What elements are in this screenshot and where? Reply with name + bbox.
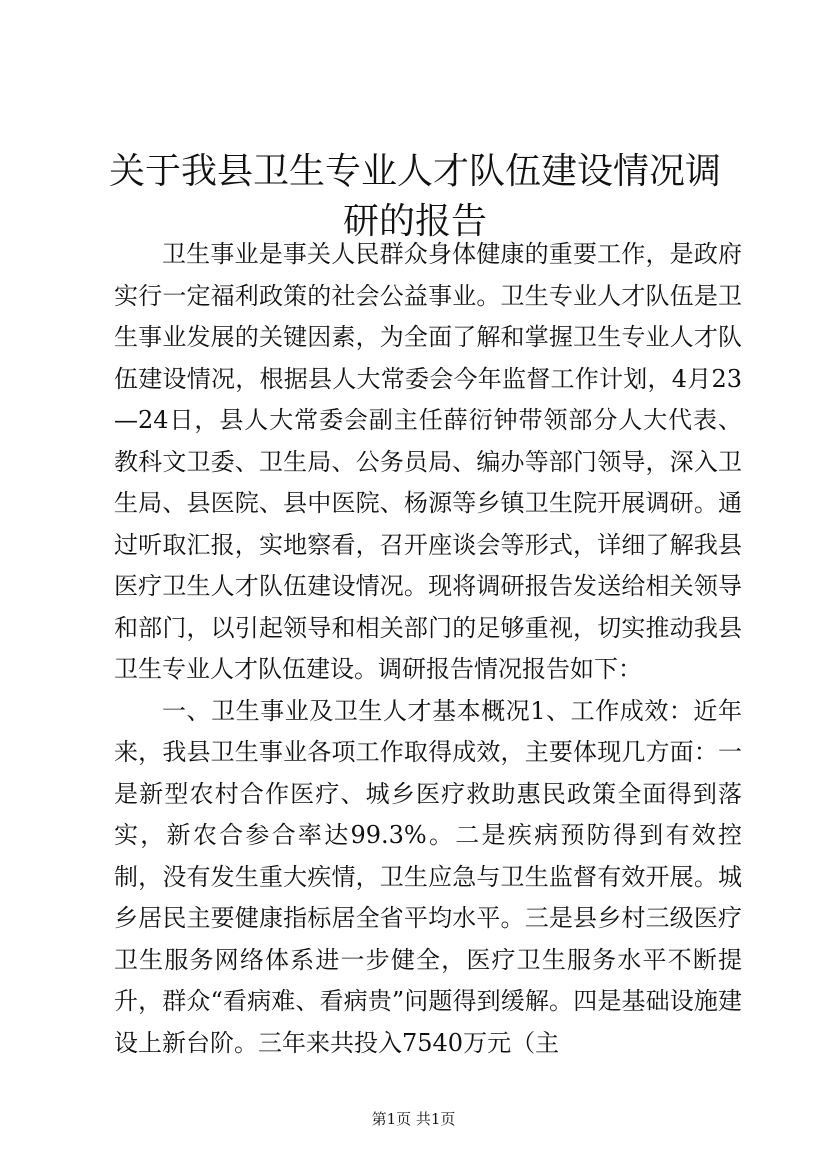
document-title: 关于我县卫生专业人才队伍建设情况调研的报告 (108, 151, 721, 242)
paragraph-section-1: 一、卫生事业及卫生人才基本概况1、工作成效：近年来，我县卫生事业各项工作取得成效，主要体现几方面：一是新型农村合作医疗、城乡医疗救助惠民政策全面得到落实，新农合参合率达99.3%。二是疾病预防得到有效控制，没有发生重大疾情，卫生应急与卫生监督有效开展。城乡居民主要健康指标居全省平均水平。三是县乡村三级医疗卫生服务网络体系进一步健全，医疗卫生服务水平不断提升，群众“看病难、看病贵”问题得到缓解。四是基础设施建设上新台阶。三年来共投入7540万元（主 (114, 696, 742, 1057)
paragraph-intro: 卫生事业是事关人民群众身体健康的重要工作，是政府实行一定福利政策的社会公益事业。卫生专业人才队伍是卫生事业发展的关键因素，为全面了解和掌握卫生专业人才队伍建设情况，根据县人大常委会今年监督工作计划，4月23—24日，县人大常委会副主任薛衍钟带领部分人大代表、教科文卫委、卫生局、公务员局、编办等部门领导，深入卫生局、县医院、县中医院、杨源等乡镇卫生院开展调研。通过听取汇报，实地察看，召开座谈会等形式，详细了解我县医疗卫生人才队伍建设情况。现将调研报告发送给相关领导和部门，以引起领导和相关部门的足够重视，切实推动我县卫生专业人才队伍建设。调研报告情况报告如下： (114, 240, 742, 683)
document-body (114, 234, 742, 1064)
page-footer: 第1页 共1页 (371, 1110, 456, 1128)
